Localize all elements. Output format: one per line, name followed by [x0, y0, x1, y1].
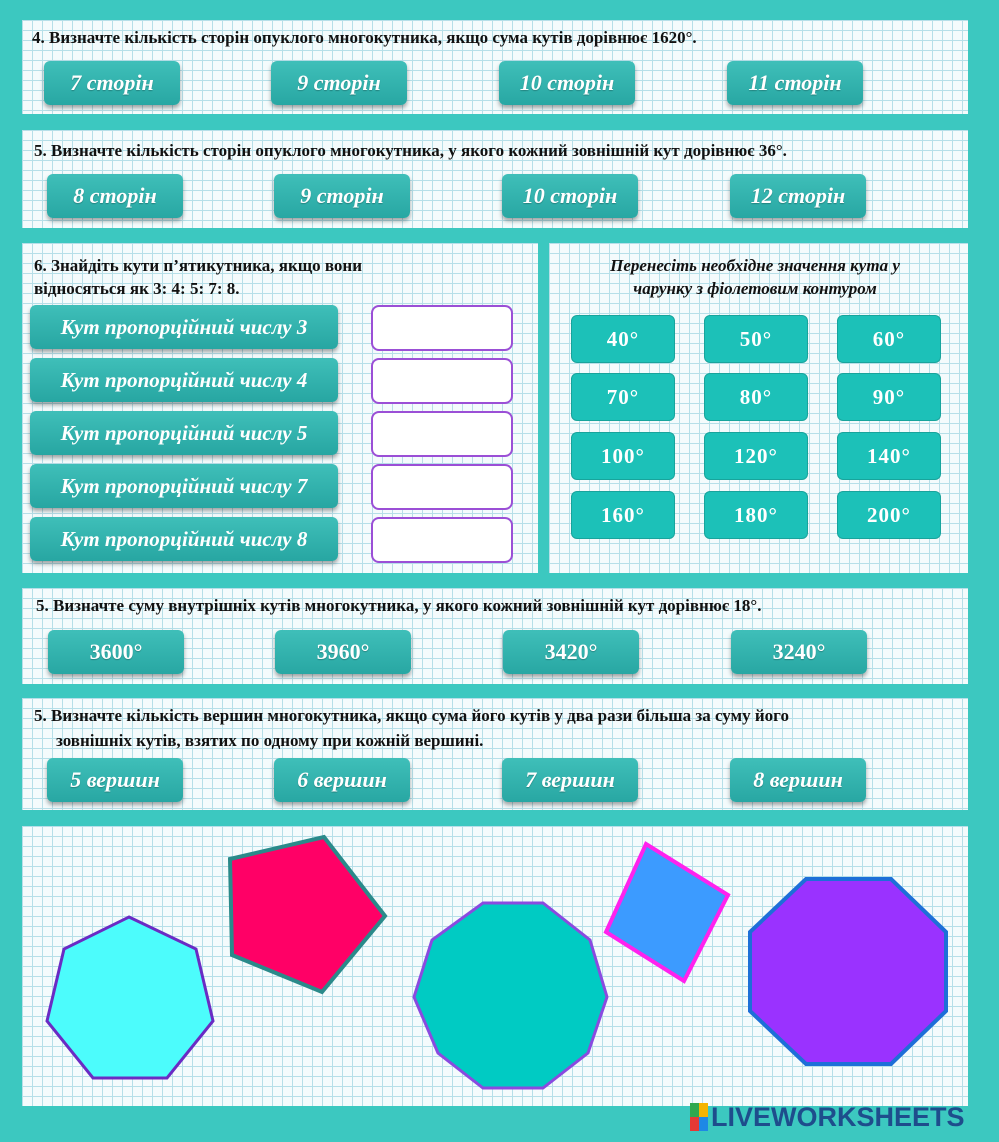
q5c-option-1[interactable]: 5 вершин [47, 758, 183, 802]
q5a-option-4[interactable]: 12 сторін [730, 174, 866, 218]
q5b-option-2[interactable]: 3960° [275, 630, 411, 674]
question-5c-line-2: зовнішніх кутів, взятих по одному при кожній вершині. [56, 731, 484, 750]
q5c-option-2[interactable]: 6 вершин [274, 758, 410, 802]
label-angle-4[interactable]: Кут пропорційний числу 4 [30, 358, 338, 402]
question-6-line-1: 6. Знайдіть кути п’ятикутника, якщо вони [34, 256, 363, 275]
angle-100[interactable]: 100° [571, 432, 675, 480]
q4-option-3[interactable]: 10 сторін [499, 61, 635, 105]
q5a-option-3[interactable]: 10 сторін [502, 174, 638, 218]
q5b-option-3[interactable]: 3420° [503, 630, 639, 674]
instruction-line-2: чарунку з фіолетовим контуром [633, 279, 877, 298]
angle-200[interactable]: 200° [837, 491, 941, 539]
label-angle-7[interactable]: Кут пропорційний числу 7 [30, 464, 338, 508]
question-5b-panel [22, 588, 968, 684]
label-angle-3[interactable]: Кут пропорційний числу 3 [30, 305, 338, 349]
q5b-option-4[interactable]: 3240° [731, 630, 867, 674]
question-4-panel [22, 20, 968, 114]
q4-option-2[interactable]: 9 сторін [271, 61, 407, 105]
angle-160[interactable]: 160° [571, 491, 675, 539]
label-angle-8[interactable]: Кут пропорційний числу 8 [30, 517, 338, 561]
angle-80[interactable]: 80° [704, 373, 808, 421]
q4-option-4[interactable]: 11 сторін [727, 61, 863, 105]
angle-180[interactable]: 180° [704, 491, 808, 539]
angle-60[interactable]: 60° [837, 315, 941, 363]
angle-50[interactable]: 50° [704, 315, 808, 363]
drop-slot-angle-4[interactable] [371, 358, 513, 404]
question-5a-panel [22, 130, 968, 228]
angle-40[interactable]: 40° [571, 315, 675, 363]
angle-70[interactable]: 70° [571, 373, 675, 421]
q5a-option-1[interactable]: 8 сторін [47, 174, 183, 218]
question-5a-text: 5. Визначте кількість сторін опуклого многокутника, у якого кожний зовнішній кут дорівнює 36°. [34, 141, 787, 160]
question-4-text: 4. Визначте кількість сторін опуклого многокутника, якщо сума кутів дорівнює 1620°. [32, 28, 697, 47]
q5a-option-2[interactable]: 9 сторін [274, 174, 410, 218]
angle-120[interactable]: 120° [704, 432, 808, 480]
logo-squares-icon [690, 1103, 708, 1131]
q4-option-1[interactable]: 7 сторін [44, 61, 180, 105]
angle-140[interactable]: 140° [837, 432, 941, 480]
instruction-line-1: Перенесіть необхідне значення кута у [610, 256, 900, 275]
drop-slot-angle-3[interactable] [371, 305, 513, 351]
q5c-option-3[interactable]: 7 вершин [502, 758, 638, 802]
drop-slot-angle-7[interactable] [371, 464, 513, 510]
question-5c-line-1: 5. Визначте кількість вершин многокутника, якщо сума його кутів у два рази більша за суму його [34, 706, 789, 725]
label-angle-5[interactable]: Кут пропорційний числу 5 [30, 411, 338, 455]
question-5b-text: 5. Визначте суму внутрішніх кутів многокутника, у якого кожний зовнішній кут дорівнює 18°. [36, 596, 762, 615]
question-6-line-2: відносяться як 3: 4: 5: 7: 8. [34, 279, 240, 298]
q5c-option-4[interactable]: 8 вершин [730, 758, 866, 802]
shapes-panel [22, 826, 968, 1106]
liveworksheets-logo [690, 1102, 965, 1132]
question-5c-panel [22, 698, 968, 810]
drop-slot-angle-8[interactable] [371, 517, 513, 563]
brand-text: LIVEWORKSHEETS [711, 1101, 965, 1132]
drop-slot-angle-5[interactable] [371, 411, 513, 457]
q5b-option-1[interactable]: 3600° [48, 630, 184, 674]
angle-90[interactable]: 90° [837, 373, 941, 421]
